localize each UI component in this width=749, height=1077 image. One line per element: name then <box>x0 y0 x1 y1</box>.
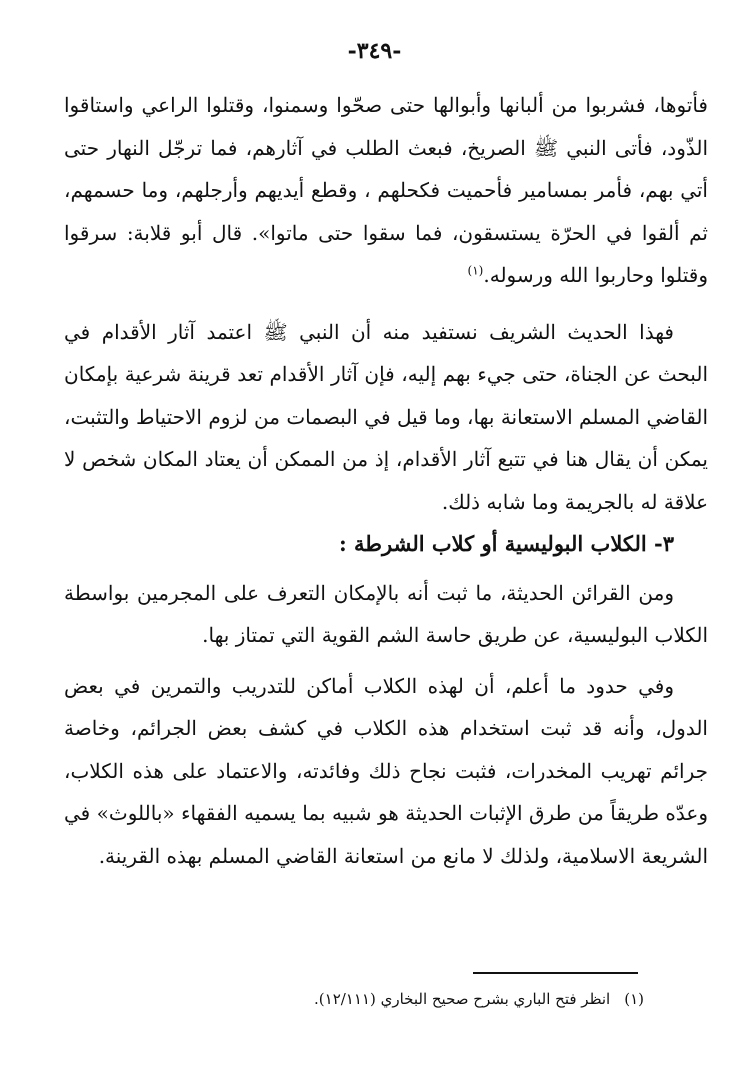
footnote-marker: (١) <box>624 990 644 1008</box>
paragraph-hadith-text: فأتوها، فشربوا من ألبانها وأبوالها حتى صحّوا وسمنوا، وقتلوا الراعي واستاقوا الذّود، فأتى النبي ﷺ الصريخ، فبعث الطلب في آثارهم، فما ترجّل النهار حتى أتي بهم، فأمر بمسامير فأحميت فكحلهم ، وقطع أيديهم وأرجلهم، وما حسمهم، ثم ألقوا في الحرّة يستسقون، فما سقوا حتى ماتوا». قال أبو قلابة: سرقوا وقتلوا وحاربوا الله ورسوله. <box>64 93 708 287</box>
paragraph-hadith <box>64 84 708 297</box>
footnote-reference: (١) <box>467 263 484 278</box>
footnote-text: انظر فتح الباري بشرح صحيح البخاري (١٢/١١١). <box>314 990 611 1008</box>
paragraph-police-dogs: ومن القرائن الحديثة، ما ثبت أنه بالإمكان التعرف على المجرمين بواسطة الكلاب البوليسية، عن طريق حاسة الشم القوية التي تمتاز بها. <box>64 580 708 647</box>
footnote-divider <box>473 972 638 974</box>
footnote <box>64 988 644 1010</box>
section-heading: ٣- الكلاب البوليسية أو كلاب الشرطة : <box>338 531 674 556</box>
main-text <box>64 84 708 877</box>
paragraph-footprints: فهذا الحديث الشريف نستفيد منه أن النبي ﷺ اعتمد آثار الأقدام في البحث عن الجناة، حتى جيء بهم إليه، فإن آثار الأقدام تعد قرينة شرعية بإمكان القاضي المسلم الاستعانة بها، وما قيل في البصمات من لزوم الاحتياط والتثبت، يمكن أن يقال هنا في تتبع آثار الأقدام، إذ من الممكن أن يعتاد المكان شخص لا علاقة له بالجريمة وما شابه ذلك. <box>64 319 708 514</box>
paragraph-training: وفي حدود ما أعلم، أن لهذه الكلاب أماكن للتدريب والتمرين في بعض الدول، وأنه قد ثبت استخدام هذه الكلاب في كشف بعض الجرائم، وخاصة جرائم تهريب المخدرات، فثبت نجاح ذلك وفائدته، والاعتماد على هذه الكلاب، وعدّه طريقاً من طرق الإثبات الحديثة هو شبيه بما يسميه الفقهاء «باللوث» في الشريعة الاسلامية، ولذلك لا مانع من استعانة القاضي المسلم بهذه القرينة. <box>64 673 708 868</box>
page-number: -٣٤٩- <box>347 38 402 64</box>
